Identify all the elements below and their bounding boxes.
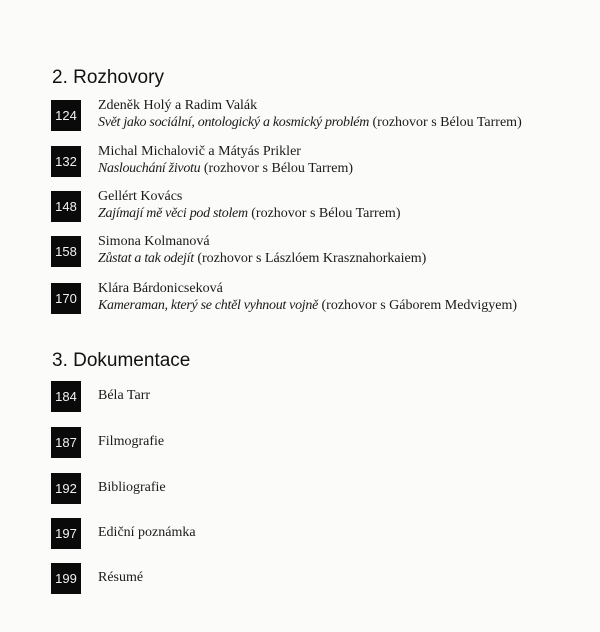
entry-note: (rozhovor s Gáborem Medvigyem) [321,298,518,313]
entry-title: Zajímají mě věci pod stolem [98,206,248,221]
entry-title: Zůstat a tak odejít [98,251,194,266]
entry-authors: Simona Kolmanová [98,234,210,249]
page-number: 197 [51,518,81,549]
entry-title: Filmografie [98,434,165,449]
page-number: 148 [51,191,81,222]
entry-note: (rozhovor s Bélou Tarrem) [372,115,522,130]
entry-title: Bibliografie [98,480,166,495]
entry-authors: Michal Michalovič a Mátyás Prikler [98,144,301,159]
entry-title: Naslouchání životu [98,161,201,176]
entry-authors: Gellért Kovács [98,189,183,204]
entry-title: Ediční poznámka [98,525,196,540]
page-number: 184 [51,381,81,412]
entry-title: Résumé [98,570,144,585]
page-number: 124 [51,100,81,131]
entry-note: (rozhovor s Bélou Tarrem) [251,206,401,221]
entry-note: (rozhovor s Lászlóem Krasznahorkaiem) [197,251,427,266]
page-number: 132 [51,146,81,177]
entry-title: Béla Tarr [98,388,151,403]
section-heading: 3. Dokumentace [52,350,191,371]
page-number: 192 [51,473,81,504]
page-number: 199 [51,563,81,594]
section-heading: 2. Rozhovory [52,67,164,88]
entry-authors: Klára Bárdonicseková [98,281,223,296]
entry-note: (rozhovor s Bélou Tarrem) [203,161,354,176]
page-number: 187 [51,427,81,458]
page-number: 170 [51,283,81,314]
entry-authors: Zdeněk Holý a Radim Valák [98,98,258,113]
entry-title: Svět jako sociální, ontologický a kosmický problém [98,115,370,130]
entry-title: Kameraman, který se chtěl vyhnout vojně [98,298,319,313]
page-number: 158 [51,236,81,267]
